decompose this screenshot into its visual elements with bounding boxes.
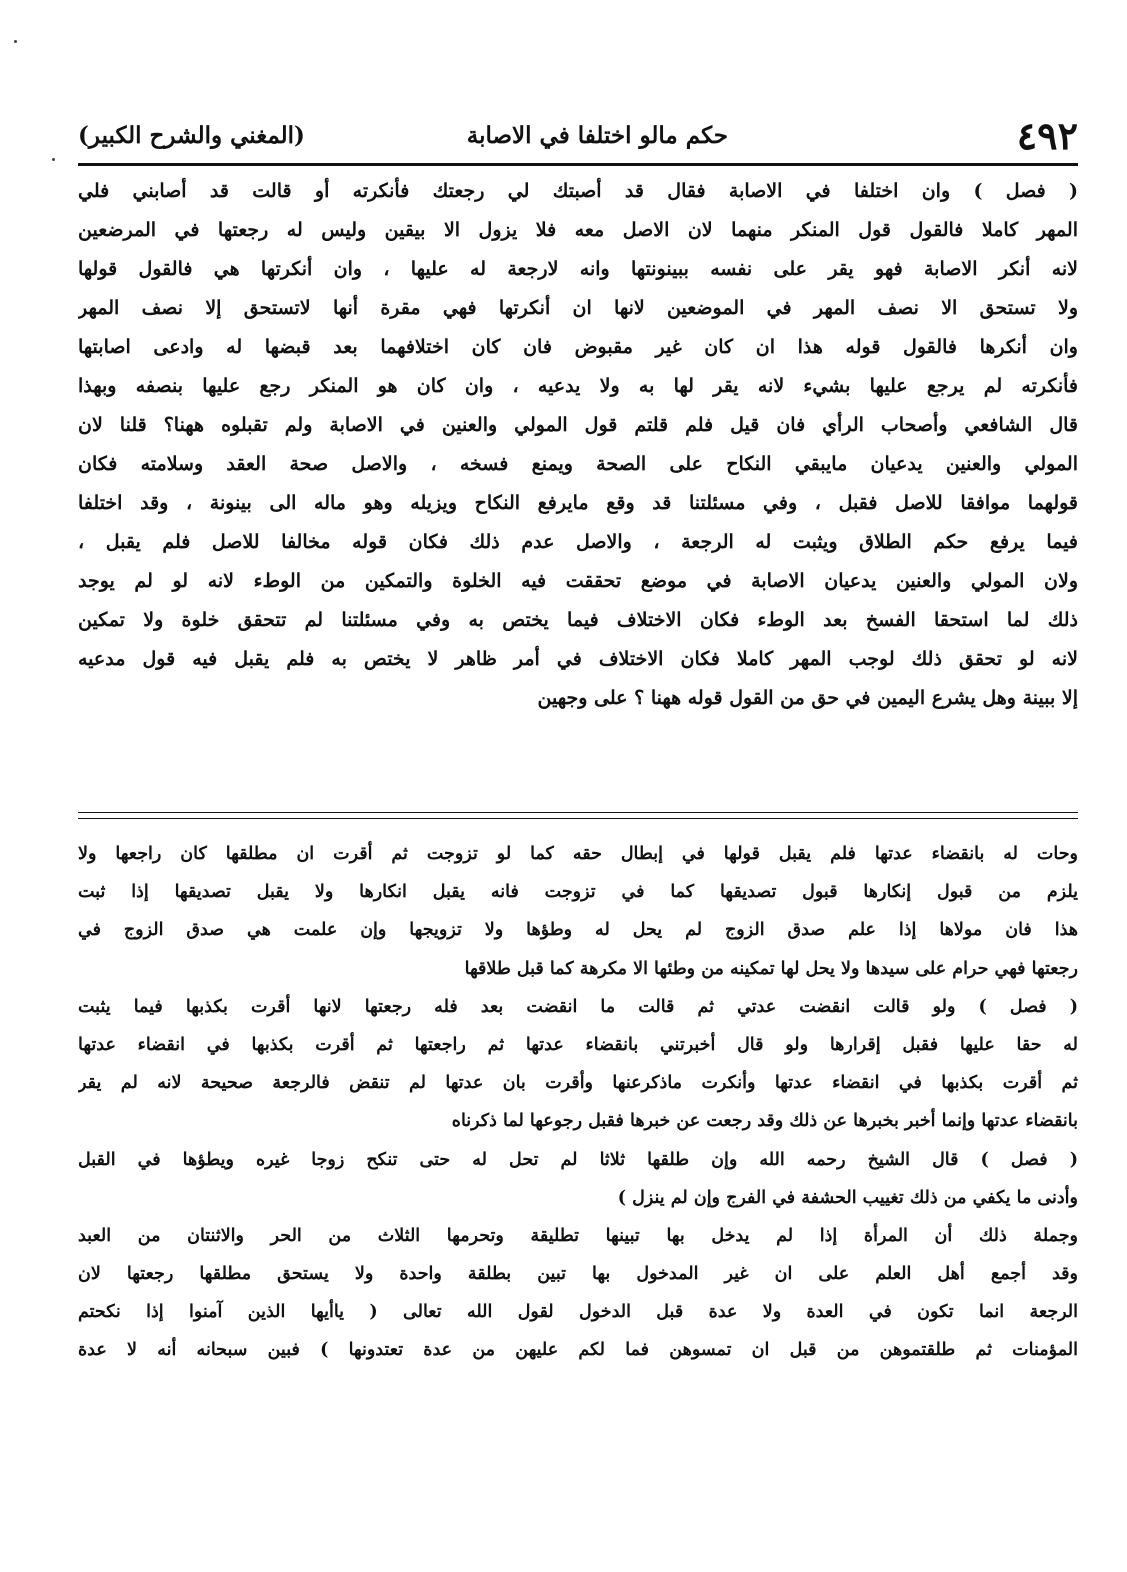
text-line: الرجعة انما تكون في العدة ولا عدة قبل الدخول لقول الله تعالى ( ياأيها الذين آمنوا إذا نكحتم [78, 1302, 1078, 1323]
scan-speck [52, 158, 55, 161]
text-line: فأنكرته لم يرجع عليها بشيء لانه يقر لها به ولا يدعيه ، وان كان هو المنكر رجع عليها بنصفه وبهذا [78, 375, 1078, 397]
page-header [78, 108, 1078, 164]
book-title: (المغني والشرح الكبير) [78, 122, 305, 149]
text-line: وقد أجمع أهل العلم على ان غير المدخول بها تبين بطلقة واحدة ولا يستحق مطلقها رجعتها لان [78, 1264, 1078, 1285]
text-line: قال الشافعي وأصحاب الرأي فان قيل فلم قلتم قول المولي والعنين في الاصابة ولم تقبلوه ههنا؟ قلنا لان [78, 414, 1078, 436]
text-line: وأدنى ما يكفي من ذلك تغييب الحشفة في الفرج وإن لم ينزل ) [617, 1187, 1078, 1208]
text-line: هذا فان مولاها إذا علم صدق الزوج لم يحل له وطؤها ولا تزويجها وإن علمت هي صدق الزوج في [78, 920, 1078, 941]
section-divider-top [78, 812, 1078, 813]
text-line: لانه أنكر الاصابة فهو يقر على نفسه ببينونتها وانه لارجعة له عليها ، وان أنكرتها هي فالقول قولها [78, 258, 1078, 280]
main-text [78, 835, 1078, 1370]
scan-speck [14, 40, 17, 43]
page-number: ٤٩٢ [1016, 113, 1078, 158]
text-line: المهر كاملا فالقول قول المنكر منهما لان الاصل معه فلا يزول الا بيقين وليس له رجعتها في المرضعين [78, 219, 1078, 241]
text-line: إلا ببينة وهل يشرع اليمين في حق من القول قوله ههنا ؟ على وجهين [537, 687, 1078, 709]
header-rule [78, 163, 1078, 166]
text-line: يلزم من قبول إنكارها قبول تصديقها كما في تزوجت فانه يقبل انكارها ولا يقبل تصديقها إذا ثبت [78, 882, 1078, 903]
text-line: ( فصل ) وان اختلفا في الاصابة فقال قد أصبتك لي رجعتك فأنكرته أو قالت قد أصابني فلي [78, 180, 1078, 202]
text-line: بانقضاء عدتها وإنما أخبر بخبرها عن ذلك وقد رجعت عن خبرها فقبل رجوعها لما ذكرناه [451, 1111, 1078, 1132]
text-line: فيما يرفع حكم الطلاق ويثبت له الرجعة ، والاصل عدم ذلك فكان قوله مخالفا للاصل فلم يقبل ، [78, 531, 1078, 553]
text-line: لانه لو تحقق ذلك لوجب المهر كاملا فكان الاختلاف في أمر ظاهر لا يختص به فلم يقبل فيه قول مدعيه [78, 648, 1078, 670]
text-line: ثم أقرت بكذبها في انقضاء عدتها وأنكرت ماذكرعنها وأقرت بان عدتها لم تنقض فالرجعة صحيحة لانه لم يقر [78, 1073, 1078, 1094]
text-line: رجعتها فهي حرام على سيدها ولا يحل لها تمكينه من وطئها الا مكرهة كما قبل طلاقها [464, 958, 1078, 979]
section-divider-bottom [78, 818, 1078, 819]
text-line: وحات له بانقضاء عدتها فلم يقبل قولها في إبطال حقه كما لو تزوجت ثم أقرت ان مطلقها كان راجعها ولا [78, 844, 1078, 864]
text-line: ( فصل ) ولو قالت انقضت عدتي ثم قالت ما انقضت بعد فله رجعتها لانها أقرت بكذبها فيما يثبت [78, 996, 1078, 1017]
text-line: المؤمنات ثم طلقتموهن من قبل ان تمسوهن فما لكم عليهن من عدة تعتدونها ) فبين سبحانه أنه لا عدة [78, 1340, 1078, 1361]
chapter-title: حكم مالو اختلفا في الاصابة [466, 122, 728, 149]
commentary-text [78, 172, 1078, 718]
text-line: ولا تستحق الا نصف المهر في الموضعين لانها ان أنكرتها فهي مقرة أنها لاتستحق إلا نصف المهر [78, 297, 1078, 319]
text-line: له حقا عليها فقبل إقرارها ولو قال أخبرتني بانقضاء عدتها ثم راجعتها ثم أقرت بكذبها في انقضاء عدتها [78, 1034, 1078, 1055]
text-line: وجملة ذلك أن المرأة إذا لم يدخل بها تبينها تطليقة وتحرمها الثلاث من الحر والاثنتان من العبد [78, 1225, 1078, 1246]
text-line: وان أنكرها فالقول قوله هذا ان كان غير مقبوض فان كان اختلافهما بعد قبضها له وادعى اصابتها [78, 336, 1078, 358]
text-line: ولان المولي والعنين يدعيان الاصابة في موضع تحققت فيه الخلوة والتمكين من الوطء لانه لو لم يوجد [78, 570, 1078, 592]
text-line: المولي والعنين يدعيان مايبقي النكاح على الصحة ويمنع فسخه ، والاصل صحة العقد وسلامته فكان [78, 453, 1078, 475]
text-line: ذلك لما استحقا الفسخ بعد الوطء فكان الاختلاف فيما يختص به وفي مسئلتنا لم تتحقق خلوة ولا تمكين [78, 609, 1078, 631]
text-line: ( فصل ) قال الشيخ رحمه الله وإن طلقها ثلاثا لم تحل له حتى تنكح زوجا غيره ويطؤها في القبل [78, 1149, 1078, 1170]
text-line: قولهما موافقا للاصل فقبل ، وفي مسئلتنا قد وقع مايرفع النكاح ويزيله وهو ماله الى بينونة ، وقد اختلفا [78, 492, 1078, 514]
